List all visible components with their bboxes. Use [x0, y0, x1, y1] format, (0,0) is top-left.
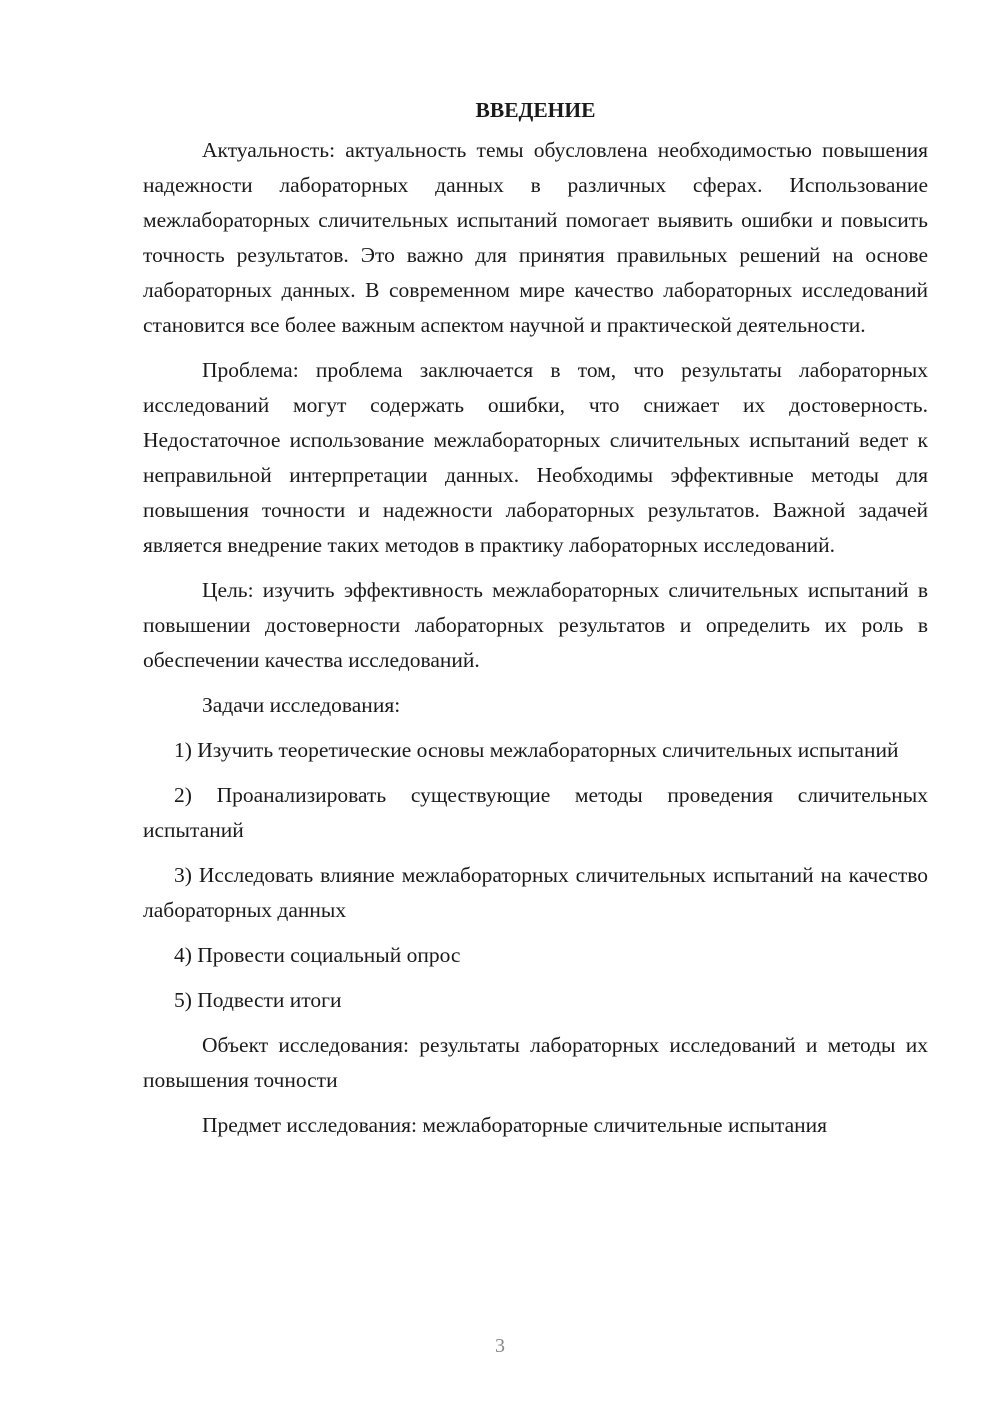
goal-paragraph: Цель: изучить эффективность межлабораторных сличительных испытаний в повышении достоверности лабораторных результатов и определить их роль в обеспечении качества исследований.: [143, 578, 928, 672]
task-item: 5) Подвести итоги: [174, 988, 342, 1012]
page-title: ВВЕДЕНИЕ: [475, 98, 596, 122]
object-paragraph: Объект исследования: результаты лабораторных исследований и методы их повышения точности: [143, 1033, 928, 1092]
problem-paragraph: Проблема: проблема заключается в том, что результаты лабораторных исследований могут содержать ошибки, что снижает их достоверность. Недостаточное использование межлабораторных сличительных испытаний ведет к неправильной интерпретации данных. Необходимы эффективные методы для повышения точности и надежности лабораторных результатов. Важной задачей является внедрение таких методов в практику лабораторных исследований.: [143, 358, 928, 557]
relevance-paragraph: Актуальность: актуальность темы обусловлена необходимостью повышения надежности лабораторных данных в различных сферах. Использование межлабораторных сличительных испытаний помогает выявить ошибки и повысить точность результатов. Это важно для принятия правильных решений на основе лабораторных данных. В современном мире качество лабораторных исследований становится все более важным аспектом научной и практической деятельности.: [143, 138, 928, 337]
page-number: 3: [495, 1335, 505, 1357]
task-item: 1) Изучить теоретические основы межлабораторных сличительных испытаний: [174, 738, 899, 762]
task-item: 3) Исследовать влияние межлабораторных сличительных испытаний на качество лабораторных данных: [143, 863, 928, 922]
task-item: 2) Проанализировать существующие методы проведения сличительных испытаний: [143, 783, 928, 842]
task-item: 4) Провести социальный опрос: [174, 943, 461, 967]
subject-paragraph: Предмет исследования: межлабораторные сличительные испытания: [202, 1113, 828, 1137]
tasks-heading: Задачи исследования:: [202, 693, 401, 717]
document-body: [143, 93, 928, 1153]
